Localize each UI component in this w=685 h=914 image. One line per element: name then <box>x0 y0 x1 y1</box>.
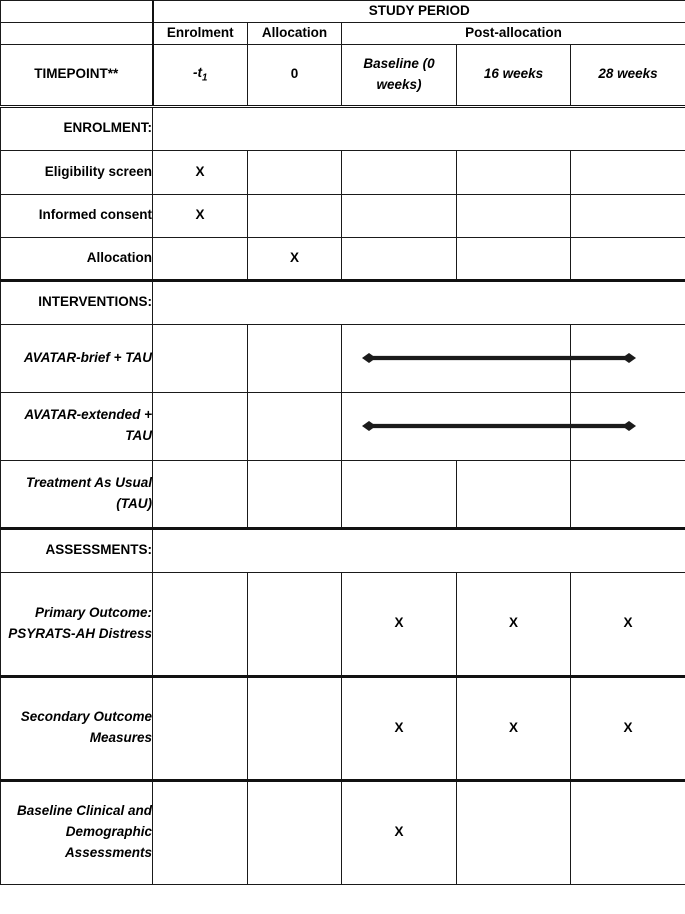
cell-avatar-extended-duration-bar <box>342 392 571 460</box>
cell-avatar-extended-28-weeks <box>571 392 685 460</box>
cell-secondary-16-weeks: X <box>457 676 571 780</box>
row-label-secondary-outcome: Secondary Outcome Measures <box>1 676 153 780</box>
table-row <box>1 572 685 676</box>
cell-primary-28-weeks: X <box>571 572 685 676</box>
timepoint-value-zero: 0 <box>248 44 342 106</box>
cell-eligibility-allocation <box>248 150 342 194</box>
row-label-allocation: Allocation <box>1 237 153 280</box>
study-period-header: STUDY PERIOD <box>153 1 685 23</box>
cell-eligibility-enrolment: X <box>153 150 248 194</box>
cell-allocation-baseline <box>342 237 457 280</box>
timepoint-value-16-weeks: 16 weeks <box>457 44 571 106</box>
table-row <box>1 676 685 780</box>
cell-consent-16-weeks <box>457 194 571 237</box>
cell-baseline-clinical-enrolment <box>153 780 248 884</box>
cell-tau-enrolment <box>153 460 248 528</box>
phase-header-post-allocation: Post-allocation <box>342 22 685 44</box>
cell-tau-28-weeks <box>571 460 685 528</box>
cell-avatar-extended-enrolment <box>153 392 248 460</box>
cell-eligibility-baseline <box>342 150 457 194</box>
table-row <box>1 150 685 194</box>
header-row-study-period <box>1 1 685 23</box>
cell-primary-baseline: X <box>342 572 457 676</box>
cell-secondary-enrolment <box>153 676 248 780</box>
timepoint-value-minus-t1 <box>153 44 248 106</box>
phase-header-allocation: Allocation <box>248 22 342 44</box>
cell-tau-allocation <box>248 460 342 528</box>
cell-avatar-brief-28-weeks <box>571 324 685 392</box>
table-row <box>1 460 685 528</box>
row-label-avatar-extended-tau: AVATAR-extended + TAU <box>1 392 153 460</box>
section-title-assessments: ASSESSMENTS: <box>1 528 153 572</box>
table-row <box>1 237 685 280</box>
row-label-eligibility-screen: Eligibility screen <box>1 150 153 194</box>
section-header-interventions <box>1 280 685 324</box>
cell-primary-allocation <box>248 572 342 676</box>
cell-allocation-28-weeks <box>571 237 685 280</box>
table-row <box>1 780 685 884</box>
cell-avatar-brief-allocation <box>248 324 342 392</box>
timepoint-label: TIMEPOINT** <box>1 44 153 106</box>
table-row <box>1 392 685 460</box>
section-header-assessments <box>1 528 685 572</box>
cell-consent-enrolment: X <box>153 194 248 237</box>
cell-eligibility-16-weeks <box>457 150 571 194</box>
section-interventions-span-blank <box>153 280 685 324</box>
timepoint-value-baseline: Baseline (0 weeks) <box>342 44 457 106</box>
cell-primary-enrolment <box>153 572 248 676</box>
timepoint-value-28-weeks: 28 weeks <box>571 44 685 106</box>
cell-allocation-16-weeks <box>457 237 571 280</box>
cell-avatar-extended-allocation <box>248 392 342 460</box>
section-header-enrolment <box>1 106 685 150</box>
corner-cell-blank <box>1 1 153 23</box>
cell-tau-baseline <box>342 460 457 528</box>
cell-secondary-28-weeks: X <box>571 676 685 780</box>
cell-baseline-clinical-allocation <box>248 780 342 884</box>
timepoint-subscript-1: 1 <box>202 73 208 85</box>
table-row <box>1 194 685 237</box>
cell-allocation-enrolment <box>153 237 248 280</box>
row-label-informed-consent: Informed consent <box>1 194 153 237</box>
timepoint-minus-t: -t <box>193 65 203 81</box>
cell-eligibility-28-weeks <box>571 150 685 194</box>
cell-avatar-brief-duration-bar <box>342 324 571 392</box>
row-label-treatment-as-usual: Treatment As Usual (TAU) <box>1 460 153 528</box>
section-assessments-span-blank <box>153 528 685 572</box>
section-title-enrolment: ENROLMENT: <box>1 106 153 150</box>
cell-baseline-clinical-28-weeks <box>571 780 685 884</box>
header-row-timepoint <box>1 44 685 106</box>
cell-consent-allocation <box>248 194 342 237</box>
cell-allocation-allocation: X <box>248 237 342 280</box>
table-row <box>1 324 685 392</box>
cell-avatar-brief-enrolment <box>153 324 248 392</box>
phase-header-enrolment: Enrolment <box>153 22 248 44</box>
cell-primary-16-weeks: X <box>457 572 571 676</box>
cell-baseline-clinical-baseline: X <box>342 780 457 884</box>
phase-row-blank <box>1 22 153 44</box>
row-label-primary-outcome: Primary Outcome: PSYRATS-AH Distress <box>1 572 153 676</box>
cell-baseline-clinical-16-weeks <box>457 780 571 884</box>
section-title-interventions: INTERVENTIONS: <box>1 280 153 324</box>
row-label-baseline-clinical-demographic: Baseline Clinical and Demographic Assessments <box>1 780 153 884</box>
cell-tau-16-weeks <box>457 460 571 528</box>
section-enrolment-span-blank <box>153 106 685 150</box>
row-label-avatar-brief-tau: AVATAR-brief + TAU <box>1 324 153 392</box>
cell-consent-baseline <box>342 194 457 237</box>
cell-secondary-allocation <box>248 676 342 780</box>
cell-secondary-baseline: X <box>342 676 457 780</box>
cell-consent-28-weeks <box>571 194 685 237</box>
header-row-phases <box>1 22 685 44</box>
